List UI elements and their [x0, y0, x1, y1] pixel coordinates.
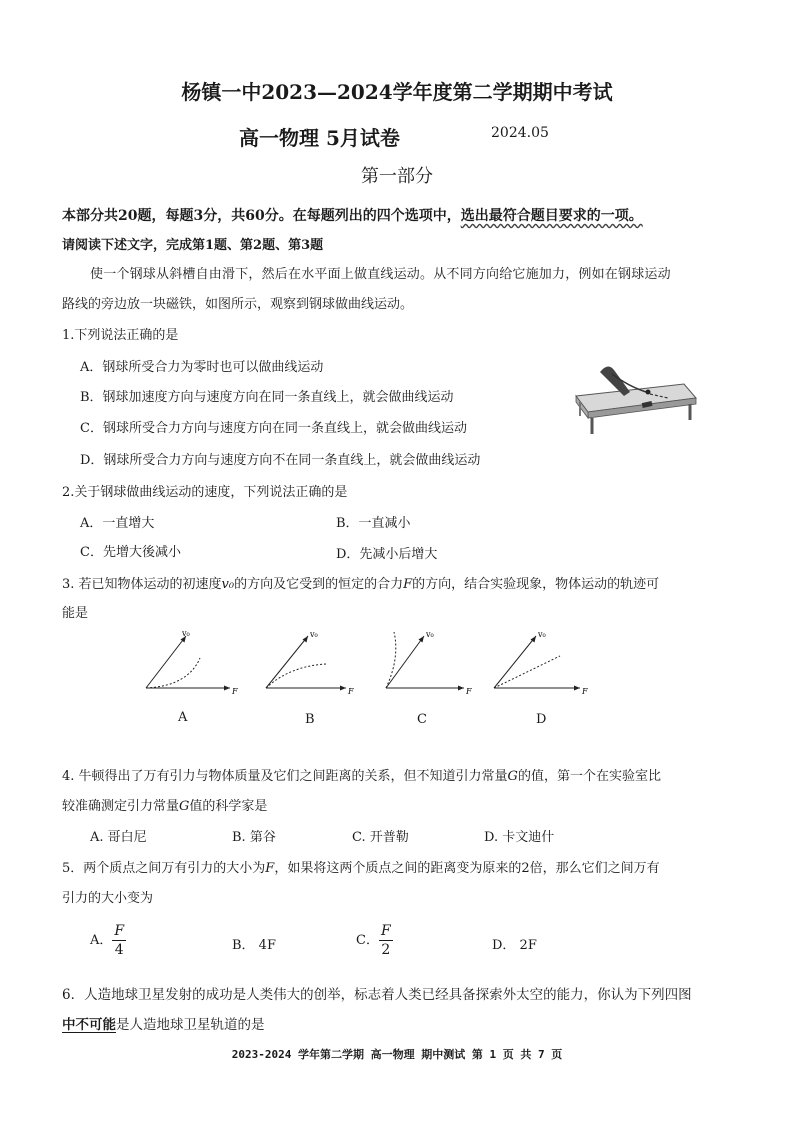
q3-label-b: B — [305, 712, 315, 727]
svg-text:F: F — [466, 687, 472, 696]
exam-subtitle: 高一物理 5月试卷 — [239, 126, 400, 150]
q1-stem: 1.下列说法正确的是 — [62, 328, 179, 343]
q4-option-b: B. 第谷 — [232, 830, 276, 845]
q4-option-c: C. 开普勒 — [352, 830, 409, 845]
q4-stem-line-1: 4. 牛顿得出了万有引力与物体质量及它们之间距离的关系，但不知道引力常量G的值，第一个在实验室比 — [62, 769, 661, 784]
svg-text:F: F — [232, 687, 238, 696]
passage-line-1: 使一个钢球从斜槽自由滑下，然后在水平面上做直线运动。从不同方向给它施加力，例如在钢球运动 — [90, 267, 671, 282]
exam-date: 2024.05 — [491, 125, 549, 141]
q1-option-a: A．钢球所受合力为零时也可以做曲线运动 — [80, 360, 324, 375]
q1-option-c: C．钢球所受合力方向与速度方向在同一条直线上，就会做曲线运动 — [80, 421, 467, 436]
svg-text:v₀: v₀ — [310, 630, 318, 639]
q2-stem: 2.关于钢球做曲线运动的速度，下列说法正确的是 — [62, 485, 348, 500]
q3-label-c: C — [417, 712, 427, 727]
q5-option-c: C． $\frac{F}{2}$ — [356, 923, 391, 958]
q5-option-d: D． 2F — [492, 938, 537, 953]
section-title: 第一部分 — [361, 166, 433, 187]
q5-stem-line-1: 5．两个质点之间万有引力的大小为F，如果将这两个质点之间的距离变为原来的2倍，那么它们之间万有 — [62, 861, 660, 876]
q4-option-d: D. 卡文迪什 — [484, 830, 555, 845]
svg-text:v₀: v₀ — [182, 629, 190, 638]
q1-option-d: D．钢球所受合力方向与速度方向不在同一条直线上，就会做曲线运动 — [80, 453, 481, 468]
q5-option-a: A． $\frac{F}{4}$ — [90, 923, 125, 958]
exam-title: 杨镇一中2023—2024学年度第二学期期中考试 — [181, 80, 613, 104]
page-footer: 2023-2024 学年第二学期 高一物理 期中测试 第 1 页 共 7 页 — [231, 1048, 563, 1061]
q3-diagram-a — [130, 628, 240, 700]
reading-instruction: 请阅读下述文字，完成第1题、第2题、第3题 — [62, 238, 324, 253]
q3-stem-line-1: 3. 若已知物体运动的初速度v₀的方向及它受到的恒定的合力F的方向，结合实验现象，物体运动的轨迹可 — [62, 577, 660, 592]
q6-stem-line-2: 中不可能是人造地球卫星轨道的是 — [62, 1017, 265, 1033]
q6-stem-line-1: 6．人造地球卫星发射的成功是人类伟大的创举，标志着人类已经具备探索外太空的能力，你认为下列四图 — [62, 987, 692, 1003]
q3-diagram-c — [370, 628, 480, 700]
svg-text:F: F — [582, 687, 588, 696]
q2-option-a: A．一直增大 — [80, 516, 155, 531]
apparatus-illustration — [572, 358, 700, 438]
q2-option-d: D．先减小后增大 — [336, 547, 438, 562]
q3-label-a: A — [178, 710, 188, 725]
q4-option-a: A. 哥白尼 — [90, 830, 147, 845]
svg-text:v₀: v₀ — [426, 630, 434, 639]
q3-label-d: D — [536, 712, 547, 727]
q3-diagram-b — [250, 628, 360, 700]
q4-stem-line-2: 较准确测定引力常量G值的科学家是 — [62, 799, 268, 814]
q5-option-b: B． 4F — [232, 938, 276, 953]
q2-option-c: C．先增大後减小 — [80, 545, 181, 560]
instructions: 本部分共20题，每题3分，共60分。在每题列出的四个选项中，选出最符合题目要求的一项。 — [62, 208, 643, 224]
svg-text:F: F — [348, 687, 354, 696]
q1-option-b: B．钢球加速度方向与速度方向在同一条直线上，就会做曲线运动 — [80, 390, 454, 405]
passage-line-2: 路线的旁边放一块磁铁，如图所示，观察到钢球做曲线运动。 — [62, 297, 414, 312]
q3-diagram-d — [478, 628, 594, 700]
q2-option-b: B．一直减小 — [336, 516, 411, 531]
q3-stem-line-2: 能是 — [62, 606, 89, 621]
svg-text:v₀: v₀ — [538, 630, 546, 639]
q5-stem-line-2: 引力的大小变为 — [62, 891, 154, 906]
